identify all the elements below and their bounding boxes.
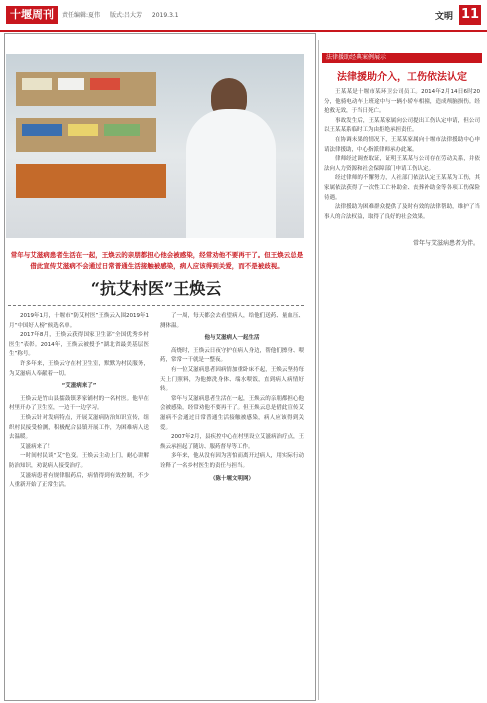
paragraph: 王某某是十堰市某环卫公司员工。2014年2月14日6时20分，他骑电动车上班途中与一辆小轿车相撞，造成颅脑损伤。经抢救无效，于当日死亡。	[324, 89, 480, 115]
header-rule	[0, 30, 487, 32]
article-column-1	[9, 312, 149, 491]
paragraph: 2019年1月，十堰市“防艾村医”王焕云入围2019年1月“中国好人榜”候选名单。	[9, 313, 149, 329]
medicine-box	[68, 124, 98, 136]
article-source: （陈十堰文明网）	[209, 475, 254, 482]
paragraph: 法律援助为困难群众提供了及时有效的法律帮助，维护了当事人的合法权益，取得了良好的社会效果。	[324, 204, 480, 220]
paragraph: 王焕云是竹山县擂鼓镇茅家铺村的一名村医。他早在村里开办了卫生室，一边干一边学习。	[9, 395, 149, 412]
paragraph: 许多年来，王焕云守在村卫生室，默默为村民服务，为艾滋病人奉献着一切。	[9, 360, 149, 377]
article-column-2	[160, 312, 304, 487]
article-photo	[6, 54, 304, 238]
section-title: 文明	[434, 12, 453, 22]
column-divider	[318, 40, 319, 700]
counter	[16, 164, 166, 198]
side-section-tag: 法律援助经典案例展示	[322, 53, 482, 63]
medicine-box	[22, 124, 62, 136]
page-number: 11	[459, 5, 481, 25]
editor-credit: 责任编辑:夏伟	[62, 12, 101, 19]
page-header	[0, 0, 487, 30]
paragraph: 高烧时，王焕云日夜守护在病人身边，帮他们擦身、喂药，常常一干就是一整夜。	[160, 347, 304, 364]
paragraph: 事故发生后，王某某家属向公司提出工伤认定申请，但公司以王某某系临时工为由拒绝承担责任。	[324, 117, 480, 134]
title-divider	[8, 305, 304, 306]
paragraph: 了一周，每天都会去看望病人，给他们送药、量血压、测体温。	[160, 313, 304, 329]
side-article-body	[324, 88, 480, 222]
paragraph: 有一位艾滋病患者因病情加重卧床不起，王焕云坚持每天上门照料，为他擦洗身体、端水喂饭，直到病人病情好转。	[160, 366, 304, 393]
medicine-box	[90, 78, 120, 90]
medicine-box	[58, 78, 84, 90]
doctor-in-white-coat	[186, 109, 276, 238]
subheading: 他与艾滋病人一起生活	[204, 335, 260, 342]
paragraph: 艾滋病来了！	[20, 443, 54, 450]
paragraph: 艾滋病患者有规律服药后，病情得到有效控制，不少人重新开始了正常生活。	[9, 472, 149, 489]
photo-caption: 常年与艾滋病患者为伴。	[412, 240, 479, 247]
paragraph: 一时间村民谈“艾”色变。王焕云主动上门，耐心讲解防治知识，劝说病人接受治疗。	[9, 453, 149, 469]
subheading: “艾滋病来了”	[61, 383, 97, 390]
paragraph: 在协调未果的情况下，王某某家属向十堰市法律援助中心申请法律援助，中心指派律师承办此案。	[324, 136, 480, 153]
medicine-box	[104, 124, 140, 136]
paragraph: 经过律师的不懈努力，人社部门依法认定王某某为工伤，其家属依法获得了一次性工亡补助金、丧葬补助金等各项工伤保险待遇。	[324, 175, 480, 201]
side-article-title: 法律援助介入，工伤依法认定	[337, 72, 467, 83]
paragraph: 2017年8月，王焕云获得国家卫生部“全国优秀乡村医生”表彰。2014年，王焕云被授予“湖北省最美基层医生”称号。	[9, 332, 149, 358]
paragraph: 2007年2月，县疾控中心在村里设立艾滋病治疗点，王焕云承担起了随访、服药督导等工作。	[160, 434, 304, 450]
article-title: “抗艾村医”王焕云	[90, 279, 222, 298]
layout-credit: 版式:吕大芳	[109, 12, 142, 19]
paragraph: 王焕云针对发病特点，开展艾滋病防治知识宣传，组织村民接受检测，积极配合县镇开展工作，为困难病人送去温暖。	[9, 414, 149, 441]
paragraph: 多年来，他从没有因为害怕而离开过病人，用实际行动诠释了一名乡村医生的责任与担当。	[160, 453, 304, 469]
issue-date: 2019.3.1	[151, 12, 179, 19]
paragraph: 常年与艾滋病患者生活在一起，王焕云的亲朋都担心他会被感染，经常劝他不要再干了。但王焕云总是借此宣传艾滋病不会通过日常普通生活接触被感染，病人应该得到关爱。	[160, 395, 304, 431]
newspaper-brand: 十堰周刊	[6, 6, 58, 24]
medicine-box	[22, 78, 52, 90]
masthead-meta	[62, 10, 187, 19]
article-lead: 常年与艾滋病患者生活在一起，王焕云的亲朋都担心他会被感染，经常劝他不要再干了。但王焕云总是借此宣传艾滋病不会通过日常普通生活接触被感染，病人应该得到关爱，而不是被歧视。	[10, 251, 304, 270]
paragraph: 律师经过调查取证，证明王某某与公司存在劳动关系，并依法向人力资源和社会保障部门申请工伤认定。	[324, 156, 480, 172]
